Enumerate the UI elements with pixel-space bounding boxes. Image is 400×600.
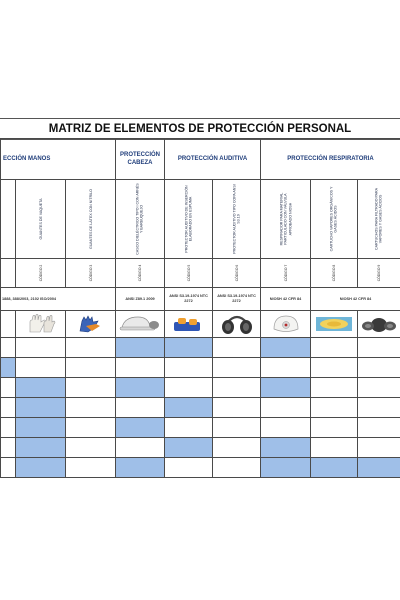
helmet-icon	[118, 314, 162, 334]
matrix-cell-empty	[311, 418, 358, 438]
matrix-cell-empty	[358, 378, 400, 398]
matrix-row	[1, 358, 400, 378]
desc-guantes-vaqueta: GUANTES DE VAQUETA	[38, 198, 43, 240]
matrix-cell-empty	[213, 418, 261, 438]
code-cell	[16, 259, 66, 288]
matrix-cell-empty	[213, 438, 261, 458]
half-mask-icon	[359, 314, 399, 334]
matrix-row	[1, 398, 400, 418]
code-cell	[116, 259, 165, 288]
code-text: CÓDIGO 7	[283, 264, 288, 282]
matrix-cell-assigned	[165, 398, 213, 418]
matrix-cell-assigned	[16, 398, 66, 418]
image-cell	[116, 311, 165, 338]
matrix-cell-assigned	[16, 418, 66, 438]
matrix-cell-empty	[311, 378, 358, 398]
matrix-cell-empty	[66, 458, 116, 478]
group-manos: ECCIÓN MANOS	[1, 139, 116, 180]
matrix-cell-empty	[66, 418, 116, 438]
matrix-cell-empty	[1, 378, 16, 398]
group-respiratoria: PROTECCIÓN RESPIRATORIA	[261, 139, 400, 180]
desc-guantes-latex: GUANTES DE LÁTEX CON NITRILO	[88, 189, 93, 249]
matrix-cell-assigned	[116, 378, 165, 398]
desc-cartuchos-filtrado: CARTUCHOS PARA FILTRADO PARA VAPORES Y GASES ÁCIDOS	[374, 187, 384, 251]
code-text: CÓDIGO 5	[186, 264, 191, 282]
image-cell	[261, 311, 311, 338]
matrix-row	[1, 458, 400, 478]
matrix-cell-empty	[16, 358, 66, 378]
code-cell	[358, 259, 400, 288]
image-cell	[358, 311, 400, 338]
desc-casco: CASCO DIELÉCTRICO TIPO I CON ARNÉS Y BARBUQUEJO	[135, 183, 144, 255]
respirator-mask-icon	[266, 313, 306, 335]
matrix-cell-empty	[66, 378, 116, 398]
matrix-cell-empty	[213, 338, 261, 358]
matrix-cell-assigned	[1, 358, 16, 378]
code-cell	[1, 259, 16, 288]
standards-row	[1, 288, 400, 311]
image-cell	[66, 311, 116, 338]
desc-protector-insercion: PROTECTOR AUDITIVO DE INSERCIÓN ELABORADO EN ESPUMA	[184, 185, 193, 253]
code-text: CÓDIGO 6	[234, 264, 239, 282]
earmuff-icon	[217, 313, 257, 335]
desc-respirador: RESPIRADOR PARA MATERIAL PARTICULADO CON VÁLVULA APROBADO NIOSH	[278, 192, 292, 246]
std-auditiva-2: ANSI S3.19-1974 NTC 2272	[213, 288, 261, 311]
desc-cell	[116, 180, 165, 259]
matrix-cell-empty	[116, 358, 165, 378]
matrix-cell-empty	[116, 438, 165, 458]
matrix-cell-assigned	[261, 438, 311, 458]
matrix-row	[1, 418, 400, 438]
image-cell	[165, 311, 213, 338]
matrix-cell-empty	[165, 358, 213, 378]
std-auditiva-1: ANSI S3.19-1974 NTC 2272	[165, 288, 213, 311]
desc-cell	[358, 180, 400, 259]
matrix-cell-empty	[358, 338, 400, 358]
ppe-matrix-table	[0, 138, 400, 478]
desc-cell	[311, 180, 358, 259]
matrix-row	[1, 378, 400, 398]
matrix-cell-assigned	[311, 458, 358, 478]
matrix-cell-assigned	[116, 338, 165, 358]
matrix-cell-empty	[116, 398, 165, 418]
matrix-cell-empty	[261, 358, 311, 378]
code-cell	[165, 259, 213, 288]
earplug-icon	[169, 314, 209, 334]
matrix-cell-assigned	[16, 438, 66, 458]
image-cell-empty	[1, 311, 16, 338]
matrix-cell-empty	[66, 398, 116, 418]
desc-cell	[16, 180, 66, 259]
matrix-cell-empty	[311, 398, 358, 418]
matrix-body	[1, 338, 400, 478]
glove-white-icon	[24, 314, 58, 334]
code-cell	[261, 259, 311, 288]
matrix-cell-empty	[66, 338, 116, 358]
group-header-row	[1, 139, 400, 180]
description-row	[1, 180, 400, 259]
image-cell	[213, 311, 261, 338]
group-auditiva: PROTECCIÓN AUDITIVA	[165, 139, 261, 180]
matrix-cell-empty	[213, 458, 261, 478]
matrix-cell-empty	[261, 398, 311, 418]
desc-cartucho-vapores: CARTUCHO VAPORES ORGÁNICOS Y GASES ÁCIDOS	[329, 186, 338, 252]
matrix-cell-empty	[358, 398, 400, 418]
desc-protector-copa: PROTECTOR AUDITIVO TIPO COPA ANSI S3.19	[232, 184, 241, 254]
matrix-cell-empty	[1, 418, 16, 438]
matrix-cell-assigned	[116, 458, 165, 478]
cartridge-icon	[313, 314, 355, 334]
matrix-cell-empty	[1, 458, 16, 478]
matrix-cell-empty	[66, 358, 116, 378]
matrix-row	[1, 338, 400, 358]
std-resp-2: NIOSH 42 CFR 84	[311, 288, 400, 311]
code-text: CÓDIGO 8	[332, 264, 336, 282]
matrix-cell-empty	[66, 438, 116, 458]
matrix-cell-empty	[165, 418, 213, 438]
matrix-cell-assigned	[116, 418, 165, 438]
matrix-cell-assigned	[261, 378, 311, 398]
matrix-cell-empty	[213, 358, 261, 378]
matrix-cell-assigned	[261, 458, 311, 478]
desc-cell	[213, 180, 261, 259]
matrix-cell-empty	[261, 418, 311, 438]
matrix-cell-empty	[358, 418, 400, 438]
matrix-cell-empty	[16, 338, 66, 358]
std-cabeza: ANSI Z89.1 2009	[116, 288, 165, 311]
desc-cell	[66, 180, 116, 259]
std-manos: 1888, 388/2003, 2102 ISO/2004	[1, 288, 116, 311]
matrix-cell-assigned	[165, 438, 213, 458]
matrix-cell-empty	[311, 358, 358, 378]
code-text: CÓDIGO 2	[38, 264, 43, 282]
matrix-cell-empty	[1, 398, 16, 418]
matrix-cell-empty	[213, 378, 261, 398]
group-cabeza: PROTECCIÓN CABEZA	[116, 139, 165, 180]
matrix-cell-empty	[311, 338, 358, 358]
matrix-cell-empty	[165, 378, 213, 398]
code-cell	[311, 259, 358, 288]
code-text: CÓDIGO 3	[88, 264, 93, 282]
code-cell	[213, 259, 261, 288]
image-cell	[16, 311, 66, 338]
matrix-cell-assigned	[261, 338, 311, 358]
ppe-matrix-sheet	[0, 118, 400, 490]
matrix-cell-empty	[358, 438, 400, 458]
matrix-cell-empty	[1, 438, 16, 458]
matrix-cell-assigned	[358, 458, 400, 478]
matrix-cell-empty	[165, 458, 213, 478]
code-text: CÓDIGO 4	[138, 264, 142, 282]
desc-cell	[165, 180, 213, 259]
matrix-cell-empty	[213, 398, 261, 418]
matrix-cell-assigned	[16, 378, 66, 398]
desc-cell	[1, 180, 16, 259]
matrix-title: MATRIZ DE ELEMENTOS DE PROTECCIÓN PERSONAL	[0, 118, 400, 140]
desc-cell	[261, 180, 311, 259]
matrix-cell-empty	[358, 358, 400, 378]
matrix-cell-assigned	[16, 458, 66, 478]
matrix-row	[1, 438, 400, 458]
code-row	[1, 259, 400, 288]
image-cell	[311, 311, 358, 338]
code-text: CÓDIGO 9	[377, 264, 382, 282]
glove-blue-icon	[74, 314, 108, 334]
std-resp-1: NIOSH 42 CFR 84	[261, 288, 311, 311]
images-row	[1, 311, 400, 338]
code-cell	[66, 259, 116, 288]
matrix-cell-assigned	[165, 338, 213, 358]
matrix-cell-empty	[1, 338, 16, 358]
matrix-cell-empty	[311, 438, 358, 458]
